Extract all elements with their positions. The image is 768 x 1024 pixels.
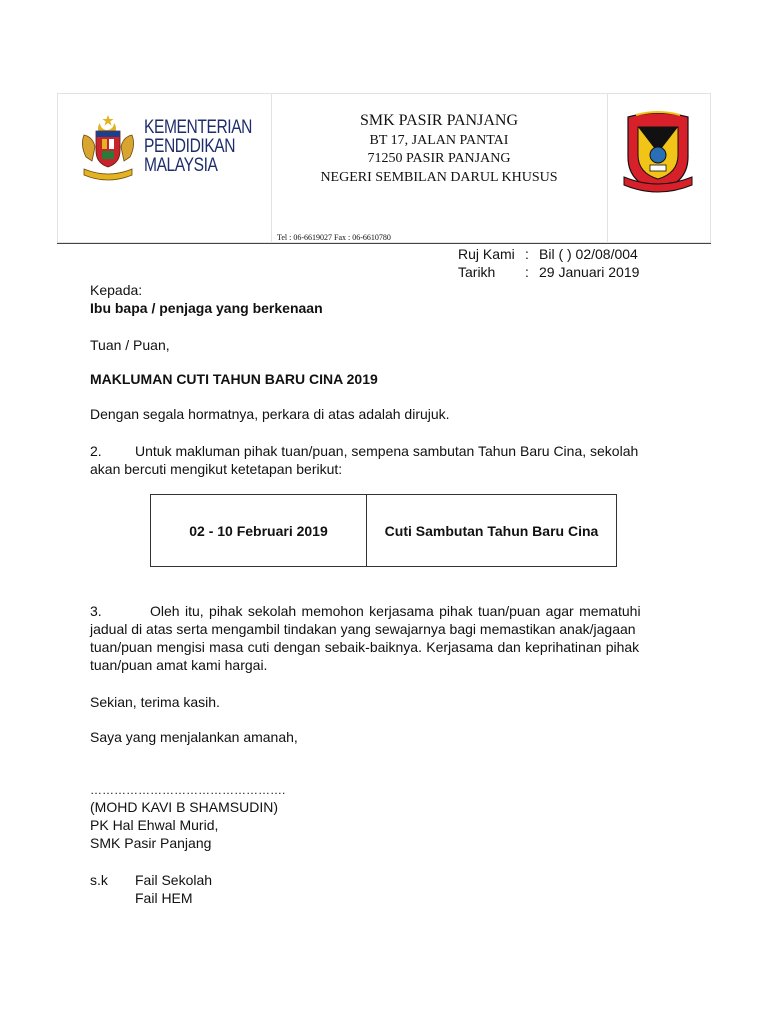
ministry-wordmark-line: KEMENTERIAN	[144, 117, 253, 138]
letterhead-divider	[607, 94, 608, 242]
contact-line: Tel : 06-6619027 Fax : 06-6610780	[277, 233, 391, 242]
address-line: NEGERI SEMBILAN DARUL KHUSUS	[320, 169, 558, 185]
recipient: Ibu bapa / penjaga yang berkenaan	[90, 300, 323, 316]
header-rule	[57, 243, 711, 244]
address-line: BT 17, JALAN PANTAI	[369, 132, 509, 148]
signatory-name: (MOHD KAVI B SHAMSUDIN)	[90, 799, 278, 815]
ministry-wordmark-line: MALAYSIA	[144, 155, 218, 176]
ref-label: Ruj Kami	[458, 246, 515, 262]
opening-paragraph: Dengan segala hormatnya, perkara di atas adalah dirujuk.	[90, 406, 450, 422]
ministry-wordmark-line: PENDIDIKAN	[144, 136, 236, 157]
paragraph-line: jadual di atas serta mengambil tindakan yang sewajarnya bagi memastikan anak/jagaan	[90, 621, 636, 637]
paragraph-line: tuan/puan amat kami hargai.	[90, 657, 268, 673]
ref-value: Bil ( ) 02/08/004	[539, 246, 638, 262]
cc-item: Fail Sekolah	[135, 872, 213, 888]
school-crest-icon	[620, 107, 696, 197]
ministry-logo	[78, 113, 268, 183]
ministry-wordmark	[144, 118, 252, 175]
paragraph-line: tuan/puan mengisi masa cuti dengan sebaik-baiknya. Kerjasama dan keprihatinan pihak	[90, 639, 640, 655]
paragraph-line: Untuk makluman pihak tuan/puan, sempena sambutan Tahun Baru Cina, sekolah	[135, 443, 639, 459]
signoff: Saya yang menjalankan amanah,	[90, 729, 298, 745]
paragraph-line: Oleh itu, pihak sekolah memohon kerjasama pihak tuan/puan agar mematuhi	[150, 603, 641, 619]
date-value: 29 Januari 2019	[539, 264, 640, 280]
school-address-block	[272, 112, 606, 187]
signature-line: ………………………………………….	[90, 783, 286, 797]
schedule-event: Cuti Sambutan Tahun Baru Cina	[384, 522, 599, 539]
holiday-schedule-table	[150, 494, 617, 567]
school-name: SMK PASIR PANJANG	[360, 112, 518, 129]
address-line: 71250 PASIR PANJANG	[367, 151, 511, 166]
signatory-position: PK Hal Ehwal Murid,	[90, 817, 219, 833]
ref-separator: :	[525, 246, 529, 262]
cc-item: Fail HEM	[135, 890, 193, 906]
malaysia-coat-of-arms-icon	[78, 113, 138, 181]
paragraph-number: 2.	[90, 443, 102, 459]
schedule-date: 02 - 10 Februari 2019	[151, 495, 367, 566]
cc-label: s.k	[90, 872, 108, 888]
paragraph-line: akan bercuti mengikut ketetapan berikut:	[90, 461, 343, 477]
paragraph-number: 3.	[90, 603, 102, 619]
closing: Sekian, terima kasih.	[90, 694, 220, 710]
subject: MAKLUMAN CUTI TAHUN BARU CINA 2019	[90, 371, 378, 387]
date-separator: :	[525, 264, 529, 280]
recipient-label: Kepada:	[90, 282, 143, 298]
salutation: Tuan / Puan,	[90, 337, 170, 353]
date-label: Tarikh	[458, 264, 496, 280]
signatory-school: SMK Pasir Panjang	[90, 835, 212, 851]
